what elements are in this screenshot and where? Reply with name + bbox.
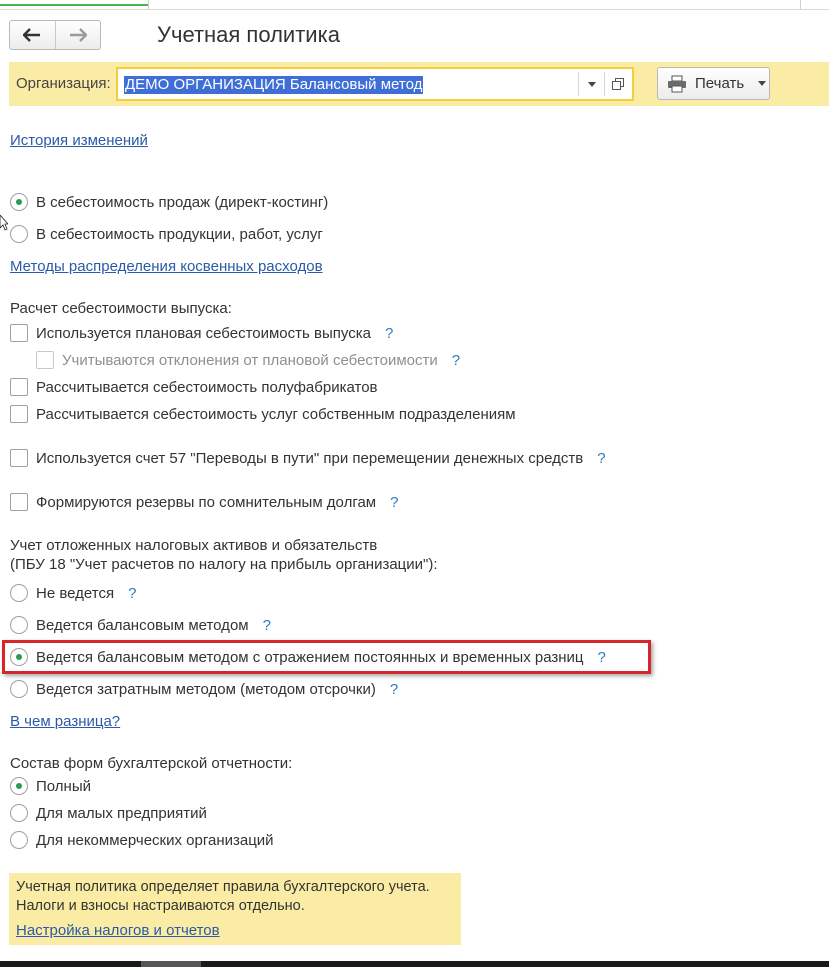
deviations-option bbox=[36, 351, 460, 369]
option-label: Используется плановая себестоимость выпуска bbox=[36, 324, 371, 342]
organization-value[interactable]: ДЕМО ОРГАНИЗАЦИЯ Балансовый метод bbox=[125, 76, 423, 93]
scroll-thumb[interactable] bbox=[141, 961, 201, 967]
option-label: Ведется затратным методом (методом отсрочки) bbox=[36, 680, 376, 698]
deferred-tax-option[interactable] bbox=[10, 680, 398, 698]
checkbox[interactable] bbox=[10, 405, 28, 423]
page-title: Учетная политика bbox=[157, 22, 340, 47]
radio-button[interactable] bbox=[10, 777, 28, 795]
radio-button[interactable] bbox=[10, 584, 28, 602]
window-top-strip bbox=[0, 0, 829, 10]
chevron-down-icon bbox=[758, 81, 766, 86]
divider bbox=[148, 0, 149, 10]
active-tab-indicator bbox=[0, 4, 148, 6]
arrow-right-icon bbox=[69, 28, 87, 42]
report-forms-heading: Состав форм бухгалтерской отчетности: bbox=[10, 755, 293, 772]
option-label: Используется счет 57 "Переводы в пути" при перемещении денежных средств bbox=[36, 449, 584, 467]
radio-button[interactable] bbox=[10, 616, 28, 634]
cost-mode-option[interactable] bbox=[10, 193, 328, 211]
report-form-option[interactable] bbox=[10, 777, 91, 795]
option-label: В себестоимость продукции, работ, услуг bbox=[36, 225, 323, 243]
organization-label: Организация: bbox=[16, 75, 111, 92]
help-icon[interactable]: ? bbox=[128, 584, 137, 602]
deferred-tax-subheading: (ПБУ 18 "Учет расчетов по налогу на прибыль организации"): bbox=[10, 556, 438, 573]
reserves-option[interactable] bbox=[10, 493, 398, 511]
highlight-frame bbox=[2, 640, 651, 674]
option-label: Ведется балансовым методом с отражением постоянных и временных разниц bbox=[36, 648, 584, 666]
deferred-tax-heading: Учет отложенных налоговых активов и обязательств bbox=[10, 537, 378, 554]
indirect-methods-link[interactable]: Методы распределения косвенных расходов bbox=[10, 258, 323, 275]
help-icon[interactable]: ? bbox=[390, 493, 399, 511]
option-label: Формируются резервы по сомнительным долгам bbox=[36, 493, 377, 511]
output-cost-heading: Расчет себестоимости выпуска: bbox=[10, 300, 232, 317]
option-label: Не ведется bbox=[36, 584, 115, 602]
option-label: В себестоимость продаж (директ-костинг) bbox=[36, 193, 329, 211]
divider bbox=[800, 0, 801, 10]
option-label: Рассчитывается себестоимость полуфабрикатов bbox=[36, 378, 378, 396]
radio-selected-dot bbox=[16, 783, 22, 789]
radio-button[interactable] bbox=[10, 680, 28, 698]
radio-button[interactable] bbox=[10, 831, 28, 849]
option-label: Учитываются отклонения от плановой себестоимости bbox=[62, 351, 438, 369]
help-icon[interactable]: ? bbox=[389, 680, 399, 698]
organization-field[interactable] bbox=[116, 67, 634, 101]
printer-icon bbox=[667, 75, 687, 93]
info-line: Учетная политика определяет правила бухгалтерского учета. bbox=[16, 879, 430, 895]
planned-cost-option[interactable] bbox=[10, 324, 393, 342]
radio-button[interactable] bbox=[10, 804, 28, 822]
deferred-tax-option[interactable] bbox=[10, 584, 136, 602]
help-icon[interactable]: ? bbox=[597, 449, 606, 467]
checkbox[interactable] bbox=[10, 493, 28, 511]
semi-products-option[interactable] bbox=[10, 378, 378, 396]
tax-settings-link[interactable]: Настройка налогов и отчетов bbox=[16, 922, 220, 939]
help-icon[interactable]: ? bbox=[597, 648, 606, 666]
services-cost-option[interactable] bbox=[10, 405, 516, 423]
option-label: Для некоммерческих организаций bbox=[36, 831, 274, 849]
dropdown-button[interactable] bbox=[578, 72, 604, 96]
open-button[interactable] bbox=[604, 72, 630, 96]
navigation-buttons bbox=[9, 20, 101, 50]
report-form-option[interactable] bbox=[10, 804, 207, 822]
help-icon[interactable]: ? bbox=[262, 616, 271, 634]
radio-button[interactable] bbox=[10, 225, 28, 243]
report-form-option[interactable] bbox=[10, 831, 274, 849]
print-button[interactable] bbox=[657, 67, 770, 100]
option-label: Полный bbox=[36, 777, 91, 795]
open-window-icon bbox=[612, 78, 624, 90]
back-button[interactable] bbox=[10, 21, 55, 49]
option-label: Ведется балансовым методом bbox=[36, 616, 249, 634]
arrow-left-icon bbox=[23, 28, 41, 42]
chevron-down-icon bbox=[588, 82, 596, 87]
help-icon[interactable]: ? bbox=[384, 324, 394, 342]
deferred-tax-option[interactable] bbox=[10, 616, 271, 634]
print-label: Печать bbox=[695, 75, 745, 92]
checkbox[interactable] bbox=[10, 378, 28, 396]
checkbox[interactable] bbox=[10, 449, 28, 467]
radio-selected-dot bbox=[16, 199, 22, 205]
difference-link[interactable]: В чем разница? bbox=[10, 713, 121, 730]
help-icon[interactable]: ? bbox=[451, 351, 461, 369]
checkbox bbox=[36, 351, 54, 369]
checkbox[interactable] bbox=[10, 324, 28, 342]
history-link[interactable]: История изменений bbox=[10, 132, 148, 149]
account57-option[interactable] bbox=[10, 449, 606, 467]
bottom-bar bbox=[0, 961, 829, 967]
radio-button[interactable] bbox=[10, 193, 28, 211]
mouse-cursor-icon bbox=[0, 215, 8, 231]
option-label: Рассчитывается себестоимость услуг собственным подразделениям bbox=[36, 405, 516, 423]
cost-mode-option[interactable] bbox=[10, 225, 323, 243]
forward-button[interactable] bbox=[55, 21, 101, 49]
info-line: Налоги и взносы настраиваются отдельно. bbox=[16, 898, 305, 914]
option-label: Для малых предприятий bbox=[36, 804, 207, 822]
